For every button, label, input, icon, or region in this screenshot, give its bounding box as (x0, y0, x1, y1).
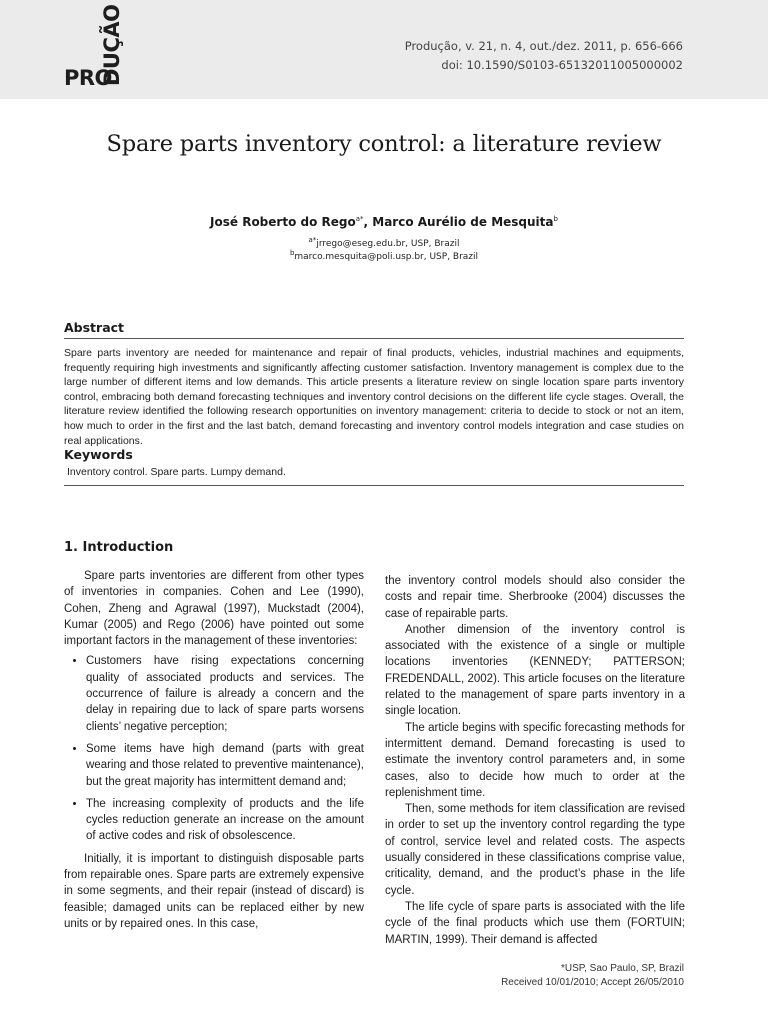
affiliation-1-text: jrrego@eseg.edu.br, USP, Brazil (316, 239, 460, 249)
affiliation-2-sup: b (289, 249, 295, 257)
affiliation-1-sup: a* (308, 236, 317, 244)
abstract-text: Spare parts inventory are needed for maintenance and repair of final products, vehicles, industrial machines and equipments, frequently requiring high investments and significantly affecting customer satisfaction. Inventory management is complex due to the large number of different items and low demands. This article presents a literature review on single location spare parts inventory control, embracing both demand forecasting techniques and inventory control decisions on the different life cycle stages. Overall, the literature review identified the following research opportunities on inventory management: criteria to decide to stock or not an item, how much to order in the first and the last batch, demand forecasting and inventory control models integration and case studies on real applications. (64, 347, 684, 447)
journal-citation-block (405, 37, 683, 75)
paragraph: Spare parts inventories are different from other types of inventories in companies. Cohen and Lee (1990), Cohen, Zheng and Agrawal (1997), Muckstadt (2004), Kumar (2005) and Rego (2006) have pointed out some important factors in the management of these inventories: (64, 570, 364, 648)
footnote-affiliation: *USP, Sao Paulo, SP, Brazil (560, 963, 684, 974)
affiliation-2 (0, 249, 768, 262)
article-title: Spare parts inventory control: a literature review (106, 131, 662, 157)
list-item: • Some items have high demand (parts with great wearing and those related to preventive maintenance), but the great majority has intermittent demand and; (86, 741, 364, 790)
journal-citation: Produção, v. 21, n. 4, out./dez. 2011, p. 656-666 (404, 39, 683, 53)
paragraph: The article begins with specific forecasting methods for intermittent demand. Demand forecasting is used to estimate the inventory control parameters and, in some cases, also to decide how much to order at the replenishment time. (385, 721, 685, 799)
footnote (501, 962, 684, 990)
body-column-right (385, 573, 685, 948)
list-item: • The increasing complexity of products and the life cycles reduction generate an increase on the amount of active codes and risk of obsolescence. (86, 796, 364, 845)
paragraph: the inventory control models should also consider the costs and repair time. Sherbrooke (2004) discusses the case of repairable parts. (385, 575, 685, 620)
author-1-sup: a* (355, 215, 364, 223)
affiliation-2-text: marco.mesquita@poli.usp.br, USP, Brazil (294, 252, 479, 262)
keywords-text: Inventory control. Spare parts. Lumpy demand. (67, 466, 286, 478)
footnote-received: Received 10/01/2010; Accept 26/05/2010 (501, 977, 684, 988)
introduction-heading: 1. Introduction (64, 540, 174, 555)
abstract-rule (64, 338, 684, 339)
paragraph: Another dimension of the inventory control is associated with the existence of a single or multiple locations inventories (KENNEDY; PATTERSON; FREDENDALL, 2002). This article focuses on the literature related to the management of spare parts inventory in a single location. (385, 623, 685, 718)
journal-logo (64, 4, 136, 92)
body-column-left (64, 568, 364, 932)
author-1: José Roberto do Rego (210, 215, 356, 229)
journal-doi: doi: 10.1590/S0103-65132011005000002 (441, 58, 683, 72)
list-item: • Customers have rising expectations concerning quality of associated products and services. The occurrence of failure is already a concern and the delay in repairing due to lack of spare parts worsens clients’ negative perception; (86, 653, 364, 734)
logo-pro-text: PRO (64, 66, 112, 90)
abstract-heading: Abstract (64, 320, 125, 335)
author-2: Marco Aurélio de Mesquita (372, 215, 554, 229)
logo-ducao-text: DUÇÃO (100, 4, 124, 86)
affiliation-1 (0, 236, 768, 249)
keywords-heading: Keywords (64, 447, 133, 462)
paragraph: The life cycle of spare parts is associated with the life cycle of the final products which use them (FORTUIN; MARTIN, 1999). Their demand is affected (385, 900, 685, 946)
paragraph: Then, some methods for item classification are revised in order to set up the inventory control regarding the type of control, service level and related costs. The aspects usually considered in these classifications comprise value, criticality, demand, and the product’s phase in the life cycle. (385, 803, 685, 897)
author-line (0, 215, 768, 229)
author-2-sup: b (553, 215, 558, 223)
factor-list (64, 653, 364, 844)
paragraph: Initially, it is important to distinguish disposable parts from repairable ones. Spare parts are extremely expensive in some segments, and their repair (instead of discard) is feasible; damaged units can be replaced either by new units or by repaired ones. In this case, (64, 852, 364, 930)
author-separator: , (363, 215, 373, 229)
keywords-rule (64, 485, 684, 486)
